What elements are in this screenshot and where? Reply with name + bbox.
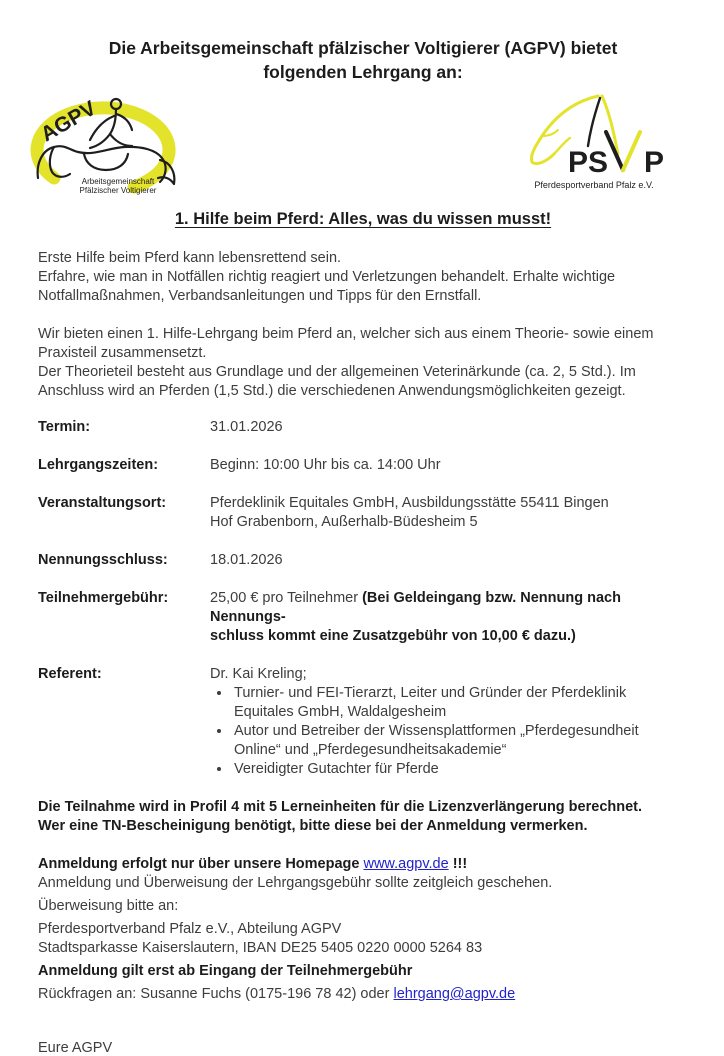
homepage-line-suffix: !!!	[452, 856, 468, 872]
gebuehr-surcharge-line2: schluss kommt eine Zusatzgebühr von 10,00 € dazu.)	[210, 628, 576, 644]
license-note-line-1: Die Teilnahme wird in Profil 4 mit 5 Lerneinheiten für die Lizenzverlängerung berechnet.	[38, 799, 643, 815]
referent-qualifications-list	[232, 684, 688, 779]
referent-name: Dr. Kai Kreling;	[210, 666, 307, 682]
intro-p1-sentence-1: Erste Hilfe beim Pferd kann lebensrettend sein.	[38, 250, 342, 266]
gebuehr-amount: 25,00 € pro Teilnehmer	[210, 590, 363, 606]
validity-line: Anmeldung gilt erst ab Eingang der Teilnehmergebühr	[38, 963, 413, 979]
detail-row-lehrgangszeiten	[38, 456, 688, 475]
license-note	[38, 798, 688, 836]
signature: Eure AGPV	[38, 1040, 113, 1056]
gebuehr-surcharge-line1: (Bei Geldeingang bzw. Nennung nach Nennungs-	[210, 590, 621, 625]
detail-row-veranstaltungsort	[38, 494, 688, 532]
homepage-line	[38, 855, 688, 874]
detail-value-referent	[210, 665, 688, 779]
referent-bullet-2: • Autor und Betreiber der Wissensplattformen „Pferdegesundheit Online“ und „Pferdegesundheitsakademie“	[232, 722, 688, 760]
psvp-logo-wordmark-p: P	[644, 146, 665, 179]
license-note-line-2: Wer eine TN-Bescheinigung benötigt, bitte diese bei der Anmeldung vermerken.	[38, 818, 588, 834]
detail-label-lehrgangszeiten: Lehrgangszeiten:	[38, 457, 159, 473]
agpv-logo	[24, 90, 202, 198]
psvp-logo	[502, 92, 682, 192]
detail-label-termin: Termin:	[38, 419, 91, 435]
detail-value-lehrgangszeiten: Beginn: 10:00 Uhr bis ca. 14:00 Uhr	[210, 457, 441, 473]
registration-section	[38, 855, 688, 1004]
detail-label-veranstaltungsort: Veranstaltungsort:	[38, 495, 167, 511]
homepage-link[interactable]: www.agpv.de	[363, 856, 449, 872]
detail-value-teilnehmergebuehr	[210, 589, 688, 646]
intro-paragraph-1	[38, 249, 688, 306]
agpv-logo-caption-line1: Arbeitsgemeinschaft	[81, 177, 155, 186]
veranstaltungsort-line-2: Hof Grabenborn, Außerhalb-Büdesheim 5	[210, 514, 478, 530]
sync-line: Anmeldung und Überweisung der Lehrgangsgebühr sollte zeitgleich geschehen.	[38, 875, 553, 891]
contact-email-link[interactable]: lehrgang@agpv.de	[393, 986, 516, 1002]
detail-label-teilnehmergebuehr: Teilnehmergebühr:	[38, 590, 169, 606]
referent-bullet-3: • Vereidigter Gutachter für Pferde	[232, 760, 688, 779]
intro-paragraph-2	[38, 325, 688, 401]
agpv-logo-wordmark: AGPV	[37, 96, 101, 147]
course-title: 1. Hilfe beim Pferd: Alles, was du wissen musst!	[174, 210, 552, 228]
header-line-1: Die Arbeitsgemeinschaft pfälzischer Voltigierer (AGPV) bietet	[108, 38, 618, 58]
detail-row-nennungsschluss	[38, 551, 688, 570]
detail-value-veranstaltungsort	[210, 494, 688, 532]
homepage-line-bold: Anmeldung erfolgt nur über unsere Homepage	[38, 856, 360, 872]
intro-section	[38, 249, 688, 401]
details-section	[38, 418, 688, 779]
payee-line-1: Pferdesportverband Pfalz e.V., Abteilung AGPV	[38, 921, 342, 937]
document-header	[38, 36, 688, 84]
contact-line	[38, 985, 688, 1004]
agpv-logo-caption-line2: Pfälzischer Voltigierer	[79, 186, 157, 195]
transfer-heading: Überweisung bitte an:	[38, 898, 179, 914]
referent-bullet-1: • Turnier- und FEI-Tierarzt, Leiter und Gründer der Pferdeklinik Equitales GmbH, Waldalgesheim	[232, 684, 688, 722]
detail-value-nennungsschluss: 18.01.2026	[210, 552, 283, 568]
intro-p1-sentence-2: Erfahre, wie man in Notfällen richtig reagiert und Verletzungen behandelt. Erhalte wichtige Notfallmaßnahmen, Verbandsanleitungen und Tipps für den Ernstfall.	[38, 269, 616, 304]
psvp-logo-v-icon	[606, 132, 640, 170]
detail-row-referent	[38, 665, 688, 779]
intro-p2-sentence-1: Wir bieten einen 1. Hilfe-Lehrgang beim Pferd an, welcher sich aus einem Theorie- sowie einem Praxisteil zusammensetzt.	[38, 326, 654, 361]
detail-row-termin	[38, 418, 688, 437]
detail-label-referent: Referent:	[38, 666, 102, 682]
contact-line-text: Rückfragen an: Susanne Fuchs (0175-196 78 42) oder	[38, 986, 390, 1002]
payee-line-2: Stadtsparkasse Kaiserslautern, IBAN DE25 5405 0220 0000 5264 83	[38, 940, 483, 956]
detail-label-nennungsschluss: Nennungsschluss:	[38, 552, 168, 568]
logo-row	[38, 90, 688, 198]
intro-p2-sentence-2: Der Theorieteil besteht aus Grundlage und der allgemeinen Veterinärkunde (ca. 2, 5 Std.). Im Anschluss wird an Pferden (1,5 Std.) die verschiedenen Anwendungsmöglichkeiten gezeigt.	[38, 364, 636, 399]
veranstaltungsort-line-1: Pferdeklinik Equitales GmbH, Ausbildungsstätte 55411 Bingen	[210, 495, 609, 511]
detail-row-teilnehmergebuehr	[38, 589, 688, 646]
psvp-logo-caption: Pferdesportverband Pfalz e.V.	[534, 180, 654, 190]
psvp-logo-wordmark-ps: PS	[568, 146, 609, 179]
header-line-2: folgenden Lehrgang an:	[263, 62, 463, 82]
detail-value-termin: 31.01.2026	[210, 419, 283, 435]
